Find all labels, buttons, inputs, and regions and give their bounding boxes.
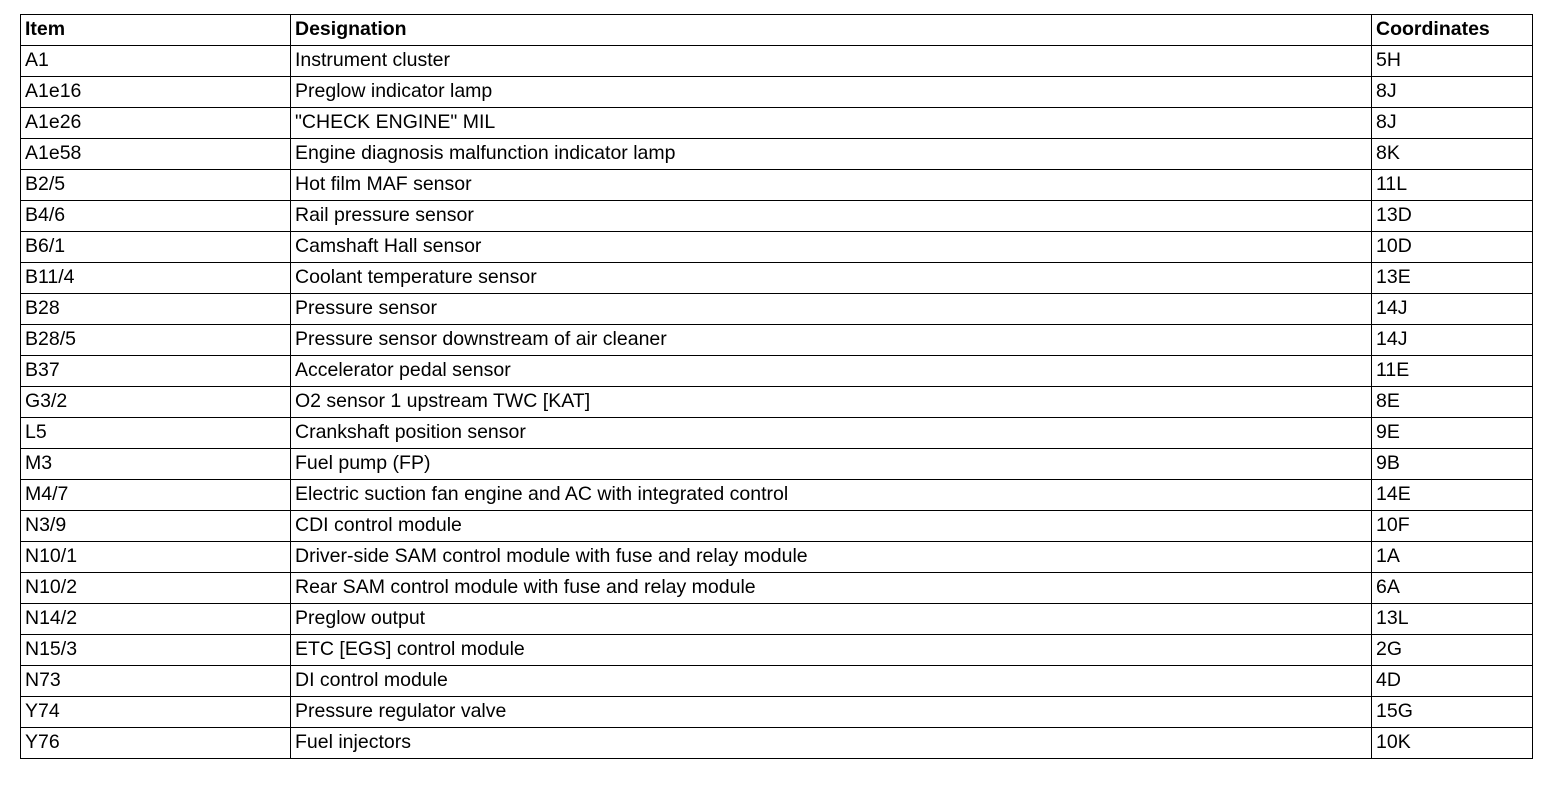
cell-item: A1 (21, 46, 291, 77)
cell-item: A1e58 (21, 139, 291, 170)
table-row (21, 46, 1533, 77)
table-row (21, 201, 1533, 232)
cell-item: A1e16 (21, 77, 291, 108)
table-row (21, 542, 1533, 573)
cell-designation: O2 sensor 1 upstream TWC [KAT] (291, 387, 1372, 418)
cell-designation: Fuel pump (FP) (291, 449, 1372, 480)
table-row (21, 77, 1533, 108)
cell-item: Y76 (21, 728, 291, 759)
column-header-item: Item (21, 15, 291, 46)
cell-coordinates: 13D (1372, 201, 1533, 232)
cell-coordinates: 14J (1372, 325, 1533, 356)
cell-designation: "CHECK ENGINE" MIL (291, 108, 1372, 139)
cell-item: N10/2 (21, 573, 291, 604)
cell-coordinates: 10K (1372, 728, 1533, 759)
cell-designation: Driver-side SAM control module with fuse and relay module (291, 542, 1372, 573)
table-row (21, 635, 1533, 666)
cell-coordinates: 4D (1372, 666, 1533, 697)
cell-item: B11/4 (21, 263, 291, 294)
cell-coordinates: 8J (1372, 108, 1533, 139)
cell-coordinates: 1A (1372, 542, 1533, 573)
component-legend-table (20, 14, 1533, 759)
table-row (21, 170, 1533, 201)
cell-designation: Crankshaft position sensor (291, 418, 1372, 449)
cell-designation: Accelerator pedal sensor (291, 356, 1372, 387)
table-row (21, 263, 1533, 294)
cell-designation: Hot film MAF sensor (291, 170, 1372, 201)
cell-coordinates: 11L (1372, 170, 1533, 201)
table-row (21, 325, 1533, 356)
cell-item: M3 (21, 449, 291, 480)
cell-coordinates: 9E (1372, 418, 1533, 449)
table-row (21, 418, 1533, 449)
cell-designation: Preglow indicator lamp (291, 77, 1372, 108)
cell-designation: CDI control module (291, 511, 1372, 542)
cell-coordinates: 13L (1372, 604, 1533, 635)
cell-coordinates: 9B (1372, 449, 1533, 480)
cell-coordinates: 8J (1372, 77, 1533, 108)
cell-coordinates: 8K (1372, 139, 1533, 170)
cell-coordinates: 2G (1372, 635, 1533, 666)
cell-coordinates: 14E (1372, 480, 1533, 511)
table-row (21, 108, 1533, 139)
table-row (21, 728, 1533, 759)
cell-coordinates: 11E (1372, 356, 1533, 387)
cell-designation: DI control module (291, 666, 1372, 697)
cell-coordinates: 8E (1372, 387, 1533, 418)
cell-designation: Pressure regulator valve (291, 697, 1372, 728)
cell-item: N14/2 (21, 604, 291, 635)
cell-designation: Coolant temperature sensor (291, 263, 1372, 294)
cell-coordinates: 5H (1372, 46, 1533, 77)
table-row (21, 480, 1533, 511)
table-row (21, 573, 1533, 604)
cell-designation: ETC [EGS] control module (291, 635, 1372, 666)
cell-coordinates: 10F (1372, 511, 1533, 542)
table-row (21, 139, 1533, 170)
table-row (21, 666, 1533, 697)
table-body (21, 46, 1533, 759)
cell-item: B4/6 (21, 201, 291, 232)
cell-designation: Electric suction fan engine and AC with integrated control (291, 480, 1372, 511)
table-row (21, 449, 1533, 480)
table-row (21, 604, 1533, 635)
cell-designation: Camshaft Hall sensor (291, 232, 1372, 263)
cell-coordinates: 13E (1372, 263, 1533, 294)
cell-item: N15/3 (21, 635, 291, 666)
cell-item: B37 (21, 356, 291, 387)
cell-item: L5 (21, 418, 291, 449)
column-header-designation: Designation (291, 15, 1372, 46)
cell-item: M4/7 (21, 480, 291, 511)
cell-item: N73 (21, 666, 291, 697)
column-header-coordinates: Coordinates (1372, 15, 1533, 46)
table-row (21, 511, 1533, 542)
cell-item: N10/1 (21, 542, 291, 573)
table-row (21, 294, 1533, 325)
cell-coordinates: 6A (1372, 573, 1533, 604)
cell-designation: Engine diagnosis malfunction indicator lamp (291, 139, 1372, 170)
cell-item: B6/1 (21, 232, 291, 263)
cell-designation: Pressure sensor (291, 294, 1372, 325)
cell-item: B28/5 (21, 325, 291, 356)
cell-designation: Fuel injectors (291, 728, 1372, 759)
table-row (21, 697, 1533, 728)
cell-designation: Rear SAM control module with fuse and relay module (291, 573, 1372, 604)
cell-item: A1e26 (21, 108, 291, 139)
cell-item: B2/5 (21, 170, 291, 201)
cell-designation: Rail pressure sensor (291, 201, 1372, 232)
cell-designation: Pressure sensor downstream of air cleaner (291, 325, 1372, 356)
cell-coordinates: 15G (1372, 697, 1533, 728)
cell-coordinates: 14J (1372, 294, 1533, 325)
cell-item: Y74 (21, 697, 291, 728)
cell-item: B28 (21, 294, 291, 325)
table-row (21, 232, 1533, 263)
table-row (21, 387, 1533, 418)
header-row (21, 15, 1533, 46)
table-row (21, 356, 1533, 387)
cell-designation: Instrument cluster (291, 46, 1372, 77)
cell-item: G3/2 (21, 387, 291, 418)
cell-coordinates: 10D (1372, 232, 1533, 263)
cell-designation: Preglow output (291, 604, 1372, 635)
cell-item: N3/9 (21, 511, 291, 542)
